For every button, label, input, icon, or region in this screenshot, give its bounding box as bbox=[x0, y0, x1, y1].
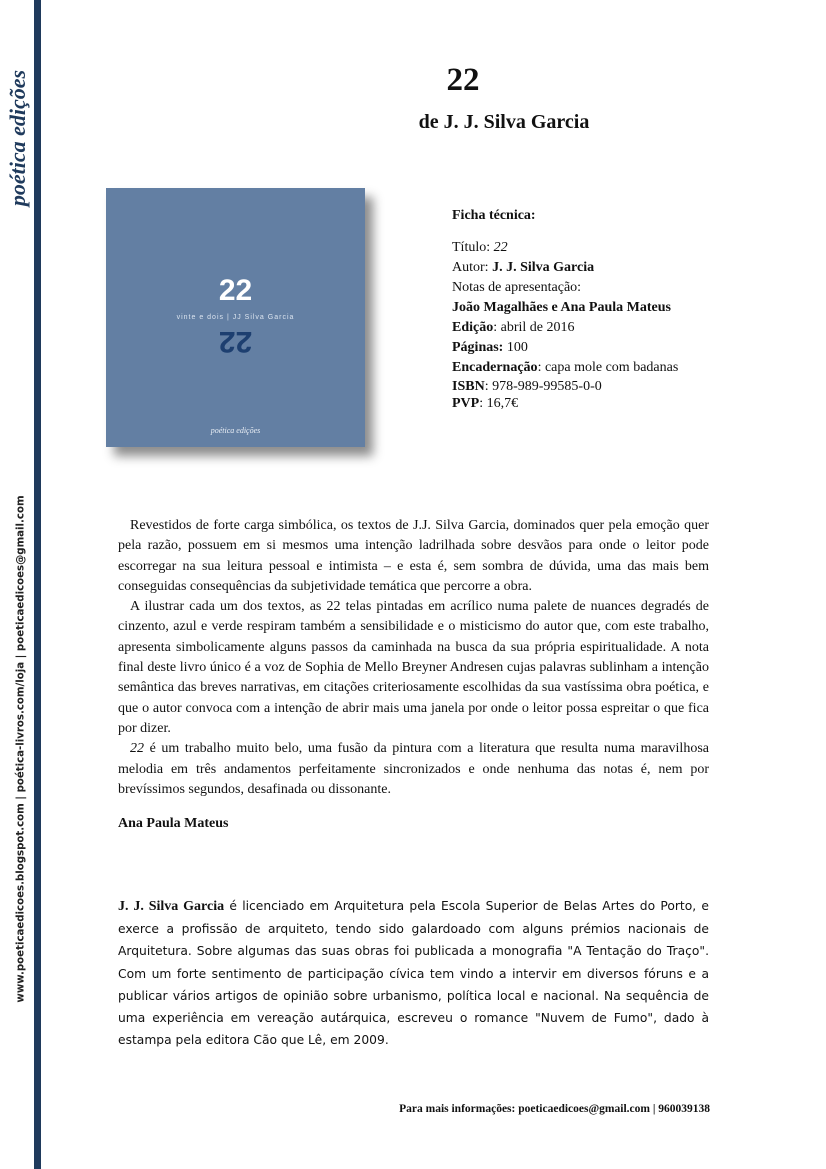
pages-value: 100 bbox=[503, 340, 528, 355]
cover-brand: poética edições bbox=[210, 426, 261, 435]
ficha-row-pages bbox=[452, 338, 678, 358]
bio-author-name: J. J. Silva Garcia bbox=[118, 899, 225, 914]
notes-label: Notas de apresentação: bbox=[452, 280, 582, 295]
ficha-row-price bbox=[452, 395, 678, 412]
page-title: 22 bbox=[446, 62, 480, 98]
cover-subtitle: vinte e dois | JJ Silva Garcia bbox=[176, 314, 295, 321]
paragraph-1: Revestidos de forte carga simbólica, os textos de J.J. Silva Garcia, dominados quer pela emoção quer pela razão, possuem em si mesmos uma intenção ladrilhada sobre desvãos para onde o leitor pode escorregar na sua leitura pessoal e intimista – e esta é, sem sombra de dúvida, uma das mais bem conseguidas consequências da subjetividade temática que percorre a obra. bbox=[118, 518, 709, 594]
paragraph-3-title: 22 bbox=[130, 741, 144, 757]
ficha-row-edition bbox=[452, 318, 678, 338]
ficha-row-author bbox=[452, 258, 678, 278]
paragraph-3-text: é um trabalho muito belo, uma fusão da pintura com a literatura que resulta numa maravilhosa melodia em três andamentos perfeitamente sincronizados e onde nenhuma das notas é, nem por brevíssimos segundos, desafinada ou dissonante. bbox=[118, 741, 709, 797]
signature: Ana Paula Mateus bbox=[118, 816, 229, 831]
binding-label: Encadernação bbox=[452, 360, 538, 375]
ficha-row-binding bbox=[452, 358, 678, 378]
title-label: Título: bbox=[452, 240, 491, 255]
title-value: 22 bbox=[493, 240, 508, 255]
publisher-brand: poética edições bbox=[5, 69, 30, 207]
price-label: PVP bbox=[452, 396, 480, 411]
isbn-label: ISBN bbox=[452, 379, 485, 394]
binding-value: : capa mole com badanas bbox=[537, 360, 679, 375]
ficha-row-notes-value bbox=[452, 298, 678, 318]
cover-number: 22 bbox=[218, 274, 253, 307]
cover-number-flipped: 22 bbox=[218, 325, 253, 358]
bio-text: é licenciado em Arquitetura pela Escola Superior de Belas Artes do Porto, e exerce a profissão de arquiteto, tendo sido galardoado com alguns prémios nacionais de Arquitetura. Sobre algumas das suas obras foi publicada a monografia "A Tentação do Traço". Com um forte sentimento de participação cívica tem vindo a intervir em diversos fóruns e a publicar vários artigos de opinião sobre urbanismo, política local e nacional. Na sequência de uma experiência em vereação autárquica, escreveu o romance "Nuvem de Fumo", dado à estampa pela editora Cão que Lê, em 2009. bbox=[118, 899, 710, 1048]
paragraph-3 bbox=[118, 739, 709, 800]
paragraph-2: A ilustrar cada um dos textos, as 22 telas pintadas em acrílico numa palete de nuances degradés de cinzento, azul e verde respiram também a sensibilidade e o misticismo do autor que, com este trabalho, apresenta simbolicamente alguns passos da caminhada na busca da sua própria espiritualidade. A nota final deste livro único é a voz de Sophia de Mello Breyner Andresen cujas palavras sublinham a intenção semântica das breves narrativas, em citações criteriosamente escolhidas da sua vastíssima obra poética, e que o autor convoca com a intenção de abrir mais uma janela por onde o leitor possa espreitar o que fica por dizer. bbox=[118, 599, 709, 736]
notes-value: João Magalhães e Ana Paula Mateus bbox=[452, 300, 671, 315]
author-label: Autor: bbox=[452, 260, 489, 275]
presentation-text bbox=[118, 516, 709, 800]
edition-value: : abril de 2016 bbox=[493, 320, 575, 335]
price-value: : 16,7€ bbox=[479, 396, 519, 411]
book-cover-image bbox=[106, 188, 365, 447]
page-subtitle: de J. J. Silva Garcia bbox=[418, 111, 590, 133]
ficha-row-notes bbox=[452, 278, 678, 298]
isbn-value: : 978-989-99585-0-0 bbox=[484, 379, 602, 394]
publisher-links[interactable]: www.poeticaedicoes.blogspot.com | poética-livros.com/loja | poeticaedicoes@gmail.com bbox=[15, 495, 27, 1003]
contact-footer[interactable]: Para mais informações: poeticaedicoes@gmail.com | 960039138 bbox=[399, 1103, 710, 1115]
sidebar-bar bbox=[34, 0, 41, 1169]
ficha-row-isbn bbox=[452, 378, 678, 395]
author-bio bbox=[118, 895, 709, 1051]
ficha-row-title bbox=[452, 238, 678, 258]
edition-label: Edição bbox=[452, 320, 494, 335]
technical-sheet bbox=[452, 206, 678, 412]
author-value: J. J. Silva Garcia bbox=[492, 260, 595, 275]
technical-sheet-heading: Ficha técnica: bbox=[452, 208, 536, 223]
pages-label: Páginas: bbox=[452, 340, 504, 355]
